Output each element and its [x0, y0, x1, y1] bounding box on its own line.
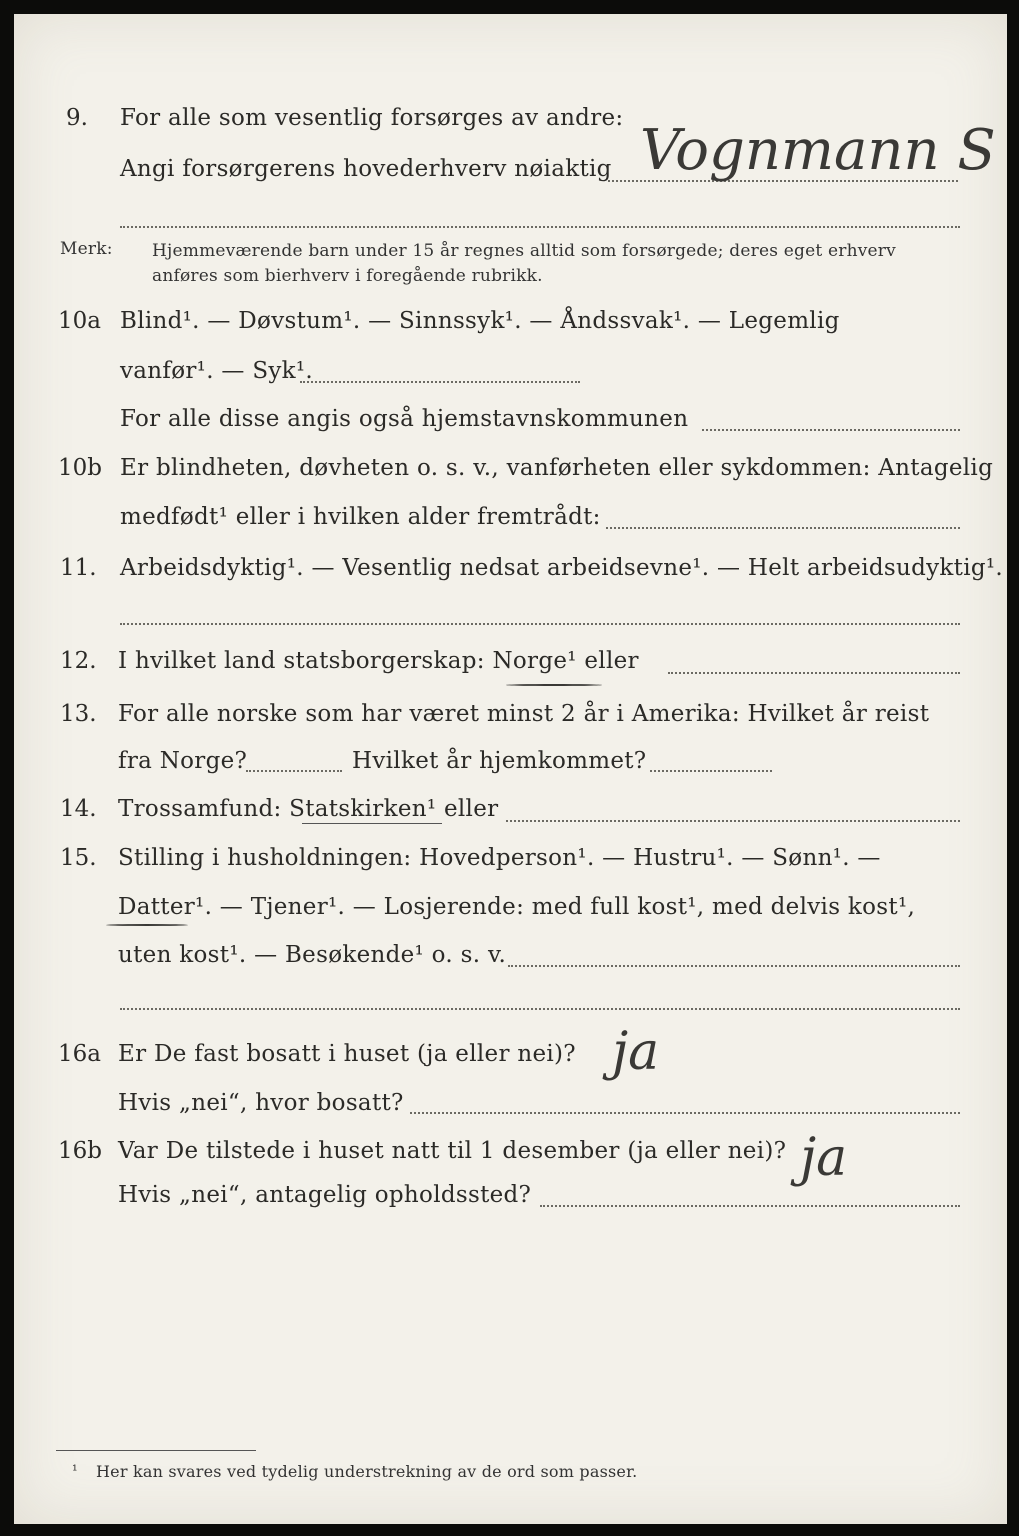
question-10b-text-2: medfødt¹ eller i hvilken alder fremtrådt:	[120, 504, 601, 530]
question-11-number: 11.	[60, 555, 97, 581]
question-10a-number: 10a	[58, 308, 101, 334]
question-14-text: Trossamfund: Statskirken¹ eller	[118, 796, 499, 822]
question-10a-text-2: vanfør¹. — Syk¹.	[120, 358, 314, 384]
handwritten-answer-16a: ja	[612, 1022, 660, 1082]
answer-line-10a-home	[702, 429, 960, 431]
answer-line-10b	[606, 527, 960, 529]
question-12-number: 12.	[60, 648, 97, 674]
underline-statskirken	[302, 823, 442, 824]
answer-line-9b	[120, 226, 960, 228]
question-12-text: I hvilket land statsborgerskap: Norge¹ eller	[118, 648, 639, 674]
question-13-text-2b: Hvilket år hjemkommet?	[352, 748, 647, 774]
question-10a-text: Blind¹. — Døvstum¹. — Sinnssyk¹. — Åndssvak¹. — Legemlig	[120, 308, 840, 334]
answer-line-11	[120, 623, 960, 625]
question-16a-number: 16a	[58, 1041, 101, 1067]
underline-norge	[506, 684, 602, 686]
question-10a-text-3: For alle disse angis også hjemstavnskommunen	[120, 406, 689, 432]
answer-line-15b	[120, 1008, 960, 1010]
answer-line-13-year-back	[650, 770, 772, 772]
underline-datter	[106, 924, 188, 926]
question-9-text: For alle som vesentlig forsørges av andre:	[120, 105, 624, 131]
question-9-number: 9.	[66, 105, 88, 131]
question-11-text: Arbeidsdyktig¹. — Vesentlig nedsat arbeidsevne¹. — Helt arbeidsudyktig¹.	[120, 555, 1004, 581]
question-14-number: 14.	[60, 796, 97, 822]
question-13-text-2a: fra Norge?	[118, 748, 248, 774]
question-16b-text: Var De tilstede i huset natt til 1 desember (ja eller nei)?	[118, 1138, 787, 1164]
question-13-number: 13.	[60, 701, 97, 727]
handwritten-answer-9: Vognmann S	[640, 118, 996, 183]
question-16b-number: 16b	[58, 1138, 102, 1164]
question-16a-text: Er De fast bosatt i huset (ja eller nei)?	[118, 1041, 576, 1067]
answer-line-12	[668, 672, 960, 674]
question-15-text-2: Datter¹. — Tjener¹. — Losjerende: med full kost¹, med delvis kost¹,	[118, 894, 916, 920]
question-10b-text: Er blindheten, døvheten o. s. v., vanførheten eller sykdommen: Antagelig	[120, 455, 994, 481]
question-15-number: 15.	[60, 845, 97, 871]
question-15-text: Stilling i husholdningen: Hovedperson¹. — Hustru¹. — Sønn¹. —	[118, 845, 881, 871]
answer-line-16a	[410, 1112, 960, 1114]
answer-line-10a	[300, 381, 580, 383]
answer-line-13-year-left	[246, 770, 342, 772]
question-9-text-2: Angi forsørgerens hovederhverv nøiaktig	[120, 156, 612, 182]
question-16b-text-2: Hvis „nei“, antagelig opholdssted?	[118, 1182, 532, 1208]
note-text: Hjemmeværende barn under 15 år regnes alltid som forsørgede; deres eget erhverv	[152, 241, 896, 261]
handwritten-answer-16b: ja	[800, 1128, 848, 1188]
footnote-text: Her kan svares ved tydelig understrekning av de ord som passer.	[96, 1462, 638, 1481]
note-text-2: anføres som bierhverv i foregående rubrikk.	[152, 266, 543, 286]
footnote-mark: ¹	[72, 1463, 78, 1479]
answer-line-15	[508, 965, 960, 967]
answer-line-16b	[540, 1205, 960, 1207]
question-10b-number: 10b	[58, 455, 102, 481]
footnote-rule	[56, 1450, 256, 1451]
question-16a-text-2: Hvis „nei“, hvor bosatt?	[118, 1090, 404, 1116]
note-label: Merk:	[60, 239, 113, 259]
question-13-text: For alle norske som har været minst 2 år i Amerika: Hvilket år reist	[118, 701, 930, 727]
question-15-text-3: uten kost¹. — Besøkende¹ o. s. v.	[118, 942, 507, 968]
answer-line-14	[506, 820, 960, 822]
